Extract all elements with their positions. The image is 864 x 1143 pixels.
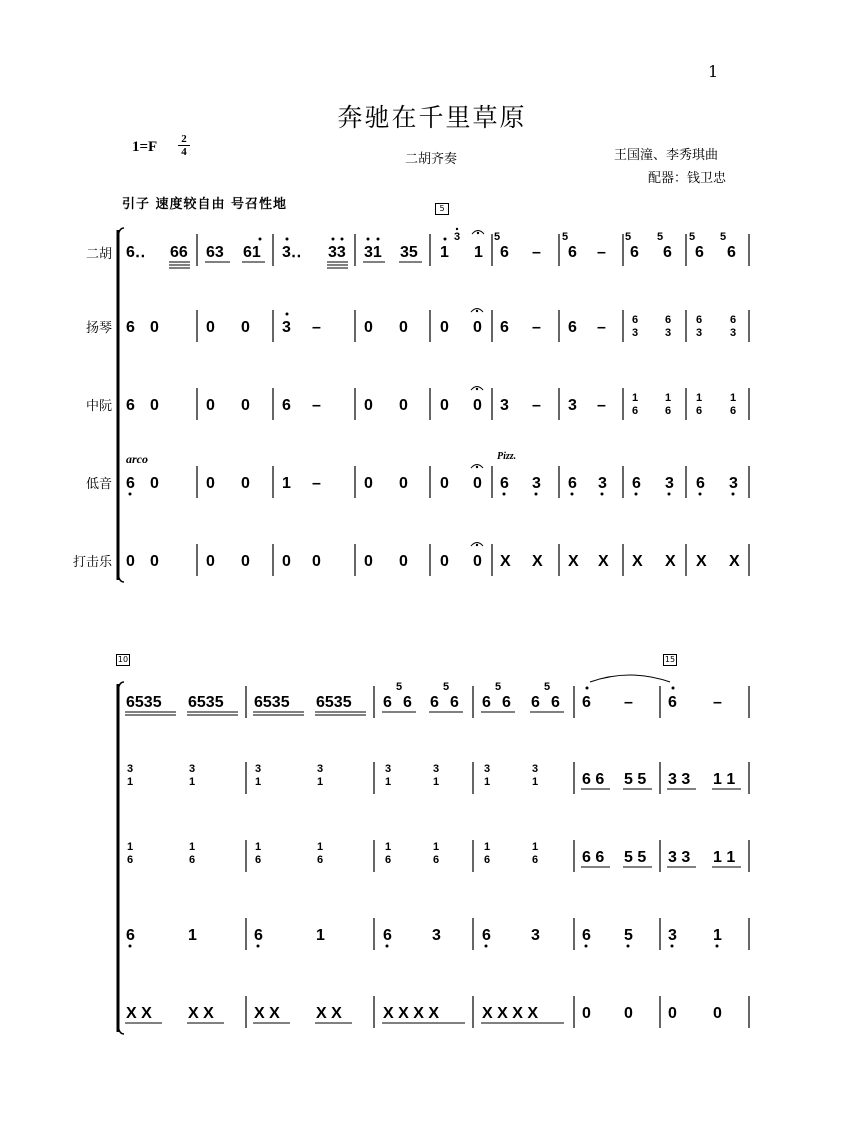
svg-text:X: X — [665, 553, 676, 570]
svg-text:6: 6 — [126, 319, 135, 336]
svg-text:6: 6 — [582, 694, 591, 711]
svg-text:63: 63 — [206, 244, 224, 261]
svg-text:1: 1 — [484, 841, 491, 853]
erhu-part-1 — [126, 228, 736, 268]
measure-number: 5 — [435, 203, 449, 215]
svg-text:6: 6 — [482, 927, 491, 944]
svg-text:–: – — [312, 319, 321, 336]
svg-text:6: 6 — [632, 314, 639, 326]
svg-text:5 5: 5 5 — [624, 771, 647, 788]
svg-text:3: 3 — [730, 327, 737, 339]
svg-text:6: 6 — [127, 854, 134, 866]
svg-text:3: 3 — [665, 327, 672, 339]
svg-text:6: 6 — [189, 854, 196, 866]
svg-text:X: X — [500, 553, 511, 570]
svg-text:0: 0 — [241, 475, 250, 492]
svg-text:–: – — [597, 244, 606, 261]
zhongruan-part-1 — [126, 387, 736, 418]
svg-text:1: 1 — [189, 776, 196, 788]
svg-text:5: 5 — [494, 231, 501, 243]
svg-text:1: 1 — [317, 776, 324, 788]
svg-text:6: 6 — [632, 475, 641, 492]
svg-text:3: 3 — [433, 763, 440, 775]
svg-text:1: 1 — [385, 776, 392, 788]
svg-text:0: 0 — [312, 553, 321, 570]
svg-text:–: – — [597, 397, 606, 414]
svg-text:X X: X X — [254, 1005, 280, 1022]
svg-text:0: 0 — [473, 319, 482, 336]
svg-text:0: 0 — [364, 553, 373, 570]
svg-text:6: 6 — [663, 244, 672, 261]
svg-text:1: 1 — [713, 927, 722, 944]
svg-text:6535: 6535 — [188, 694, 224, 711]
svg-text:6: 6 — [630, 244, 639, 261]
svg-text:1: 1 — [532, 776, 539, 788]
svg-text:66: 66 — [170, 244, 188, 261]
svg-text:6: 6 — [695, 244, 704, 261]
svg-text:6: 6 — [665, 314, 672, 326]
svg-text:1: 1 — [282, 475, 291, 492]
svg-text:–: – — [312, 397, 321, 414]
svg-text:31: 31 — [364, 244, 382, 261]
time-signature-bottom: 4 — [181, 146, 187, 158]
svg-text:3: 3 — [432, 927, 441, 944]
instrument-label-zhongruan: 中阮 — [85, 399, 112, 414]
svg-text:0: 0 — [150, 397, 159, 414]
svg-text:6: 6 — [482, 694, 491, 711]
svg-text:6: 6 — [254, 927, 263, 944]
svg-text:6: 6 — [727, 244, 736, 261]
svg-text:3: 3 — [532, 475, 541, 492]
svg-text:3: 3 — [282, 319, 291, 336]
svg-text:6: 6 — [126, 927, 135, 944]
svg-text:3: 3 — [317, 763, 324, 775]
svg-text:3: 3 — [696, 327, 703, 339]
svg-text:1: 1 — [317, 841, 324, 853]
svg-text:0: 0 — [126, 553, 135, 570]
svg-text:3 3: 3 3 — [668, 849, 691, 866]
svg-text:–: – — [532, 397, 541, 414]
svg-text:X: X — [696, 553, 707, 570]
percussion-part-2 — [125, 1005, 722, 1023]
svg-text:0: 0 — [440, 397, 449, 414]
svg-text:5: 5 — [562, 231, 569, 243]
svg-text:33: 33 — [328, 244, 346, 261]
svg-text:X X X X: X X X X — [482, 1005, 539, 1022]
svg-text:0: 0 — [206, 319, 215, 336]
svg-text:0: 0 — [241, 319, 250, 336]
svg-text:0: 0 — [399, 397, 408, 414]
svg-text:3: 3 — [484, 763, 491, 775]
measure-number: 10 — [117, 655, 129, 664]
svg-text:6: 6 — [282, 397, 291, 414]
svg-text:6: 6 — [696, 405, 703, 417]
composer: 王国潼、李秀琪曲 — [614, 148, 719, 163]
svg-text:0: 0 — [624, 1005, 633, 1022]
bass-part-1 — [126, 451, 738, 496]
instrument-label-yangqin: 扬琴 — [85, 321, 112, 336]
svg-text:0: 0 — [440, 475, 449, 492]
svg-text:6: 6 — [696, 314, 703, 326]
svg-text:6: 6 — [730, 405, 737, 417]
arco-marking: arco — [126, 452, 148, 466]
svg-text:6: 6 — [383, 927, 392, 944]
svg-text:1: 1 — [632, 392, 639, 404]
svg-text:0: 0 — [364, 475, 373, 492]
svg-text:1: 1 — [730, 392, 737, 404]
svg-text:6: 6 — [632, 405, 639, 417]
svg-text:3: 3 — [454, 231, 461, 243]
svg-text:5 5: 5 5 — [624, 849, 647, 866]
svg-text:5: 5 — [720, 231, 727, 243]
svg-text:5: 5 — [544, 681, 551, 693]
svg-text:5: 5 — [689, 231, 696, 243]
svg-text:–: – — [713, 694, 722, 711]
zhongruan-part-2 — [127, 841, 741, 867]
svg-text:3: 3 — [255, 763, 262, 775]
svg-text:6: 6 — [500, 319, 509, 336]
svg-text:5: 5 — [495, 681, 502, 693]
svg-text:0: 0 — [206, 397, 215, 414]
svg-text:6535: 6535 — [316, 694, 352, 711]
svg-text:1: 1 — [127, 776, 134, 788]
svg-text:3: 3 — [127, 763, 134, 775]
svg-text:5: 5 — [443, 681, 450, 693]
svg-text:3: 3 — [598, 475, 607, 492]
time-signature-top: 2 — [181, 133, 187, 145]
svg-text:3: 3 — [729, 475, 738, 492]
svg-text:6: 6 — [484, 854, 491, 866]
svg-text:1: 1 — [696, 392, 703, 404]
svg-text:6: 6 — [568, 244, 577, 261]
percussion-part-1 — [126, 543, 740, 571]
svg-text:6: 6 — [696, 475, 705, 492]
svg-text:3‥: 3‥ — [282, 244, 302, 261]
svg-text:X X: X X — [188, 1005, 214, 1022]
svg-text:1: 1 — [188, 927, 197, 944]
svg-text:6: 6 — [500, 475, 509, 492]
svg-text:–: – — [597, 319, 606, 336]
svg-text:35: 35 — [400, 244, 418, 261]
svg-text:6: 6 — [126, 475, 135, 492]
svg-text:3: 3 — [531, 927, 540, 944]
svg-text:6‥: 6‥ — [126, 244, 146, 261]
svg-text:1: 1 — [433, 841, 440, 853]
svg-text:–: – — [312, 475, 321, 492]
page-number: 1 — [708, 62, 719, 81]
erhu-part-2 — [125, 675, 722, 715]
svg-text:0: 0 — [582, 1005, 591, 1022]
instrument-label-erhu: 二胡 — [85, 247, 112, 262]
svg-text:0: 0 — [282, 553, 291, 570]
svg-text:3: 3 — [385, 763, 392, 775]
svg-text:6: 6 — [450, 694, 459, 711]
yangqin-part-1 — [126, 309, 736, 340]
svg-text:X: X — [598, 553, 609, 570]
svg-text:–: – — [624, 694, 633, 711]
instrument-label-bass: 低音 — [85, 477, 112, 492]
bass-part-2 — [126, 927, 722, 948]
svg-text:0: 0 — [241, 553, 250, 570]
svg-text:X: X — [632, 553, 643, 570]
svg-text:6: 6 — [502, 694, 511, 711]
arranger: 配器：钱卫忠 — [648, 171, 727, 186]
svg-text:0: 0 — [150, 319, 159, 336]
svg-text:0: 0 — [473, 475, 482, 492]
svg-text:6: 6 — [317, 854, 324, 866]
performance-note: 二胡齐奏 — [405, 152, 458, 167]
svg-text:1: 1 — [127, 841, 134, 853]
svg-text:6: 6 — [433, 854, 440, 866]
svg-text:–: – — [532, 319, 541, 336]
svg-text:0: 0 — [241, 397, 250, 414]
svg-text:6: 6 — [383, 694, 392, 711]
svg-text:0: 0 — [399, 553, 408, 570]
svg-text:1: 1 — [189, 841, 196, 853]
svg-text:1: 1 — [665, 392, 672, 404]
svg-text:6: 6 — [551, 694, 560, 711]
svg-text:1: 1 — [474, 244, 483, 261]
svg-text:3: 3 — [665, 475, 674, 492]
svg-text:6 6: 6 6 — [582, 849, 605, 866]
svg-text:0: 0 — [440, 553, 449, 570]
svg-text:3: 3 — [632, 327, 639, 339]
svg-text:61: 61 — [243, 244, 261, 261]
svg-text:6: 6 — [568, 319, 577, 336]
tempo-instruction: 引子 速度较自由 号召性地 — [122, 197, 288, 212]
svg-text:X X X X: X X X X — [383, 1005, 440, 1022]
svg-text:5: 5 — [625, 231, 632, 243]
svg-text:6: 6 — [126, 397, 135, 414]
svg-text:6: 6 — [668, 694, 677, 711]
svg-text:1: 1 — [316, 927, 325, 944]
svg-text:6: 6 — [568, 475, 577, 492]
svg-text:0: 0 — [206, 475, 215, 492]
svg-text:6: 6 — [582, 927, 591, 944]
svg-text:1: 1 — [484, 776, 491, 788]
svg-text:0: 0 — [473, 553, 482, 570]
svg-text:6: 6 — [430, 694, 439, 711]
svg-text:3: 3 — [189, 763, 196, 775]
svg-text:6: 6 — [403, 694, 412, 711]
svg-text:3: 3 — [532, 763, 539, 775]
svg-text:1: 1 — [255, 776, 262, 788]
svg-text:5: 5 — [624, 927, 633, 944]
svg-text:5: 5 — [396, 681, 403, 693]
svg-text:1: 1 — [385, 841, 392, 853]
svg-text:6: 6 — [531, 694, 540, 711]
svg-text:X: X — [532, 553, 543, 570]
svg-text:6: 6 — [730, 314, 737, 326]
svg-text:5: 5 — [657, 231, 664, 243]
svg-text:X: X — [729, 553, 740, 570]
svg-text:3 3: 3 3 — [668, 771, 691, 788]
svg-text:3: 3 — [668, 927, 677, 944]
yangqin-part-2 — [127, 763, 741, 789]
pizz-marking: Pizz. — [497, 451, 517, 462]
svg-text:0: 0 — [440, 319, 449, 336]
svg-text:0: 0 — [206, 553, 215, 570]
svg-text:0: 0 — [399, 475, 408, 492]
svg-text:1: 1 — [433, 776, 440, 788]
svg-text:6535: 6535 — [254, 694, 290, 711]
svg-text:1: 1 — [255, 841, 262, 853]
svg-text:0: 0 — [713, 1005, 722, 1022]
svg-text:0: 0 — [150, 475, 159, 492]
svg-text:1: 1 — [440, 244, 449, 261]
svg-text:6: 6 — [665, 405, 672, 417]
score-title: 奔驰在千里草原 — [337, 103, 527, 132]
svg-text:X X: X X — [126, 1005, 152, 1022]
svg-text:6: 6 — [255, 854, 262, 866]
svg-text:6535: 6535 — [126, 694, 162, 711]
svg-text:–: – — [532, 244, 541, 261]
svg-text:0: 0 — [364, 319, 373, 336]
svg-text:1 1: 1 1 — [713, 849, 736, 866]
svg-text:6 6: 6 6 — [582, 771, 605, 788]
svg-text:6: 6 — [385, 854, 392, 866]
key-signature: 1=F — [132, 139, 158, 155]
svg-text:0: 0 — [150, 553, 159, 570]
svg-text:0: 0 — [668, 1005, 677, 1022]
svg-text:0: 0 — [473, 397, 482, 414]
svg-text:0: 0 — [364, 397, 373, 414]
svg-text:3: 3 — [568, 397, 577, 414]
svg-text:1: 1 — [532, 841, 539, 853]
measure-number: 15 — [664, 655, 676, 664]
instrument-label-percussion: 打击乐 — [72, 555, 112, 570]
svg-text:6: 6 — [532, 854, 539, 866]
svg-text:1 1: 1 1 — [713, 771, 736, 788]
svg-text:3: 3 — [500, 397, 509, 414]
svg-text:6: 6 — [500, 244, 509, 261]
svg-text:0: 0 — [399, 319, 408, 336]
svg-text:X X: X X — [316, 1005, 342, 1022]
svg-text:X: X — [568, 553, 579, 570]
